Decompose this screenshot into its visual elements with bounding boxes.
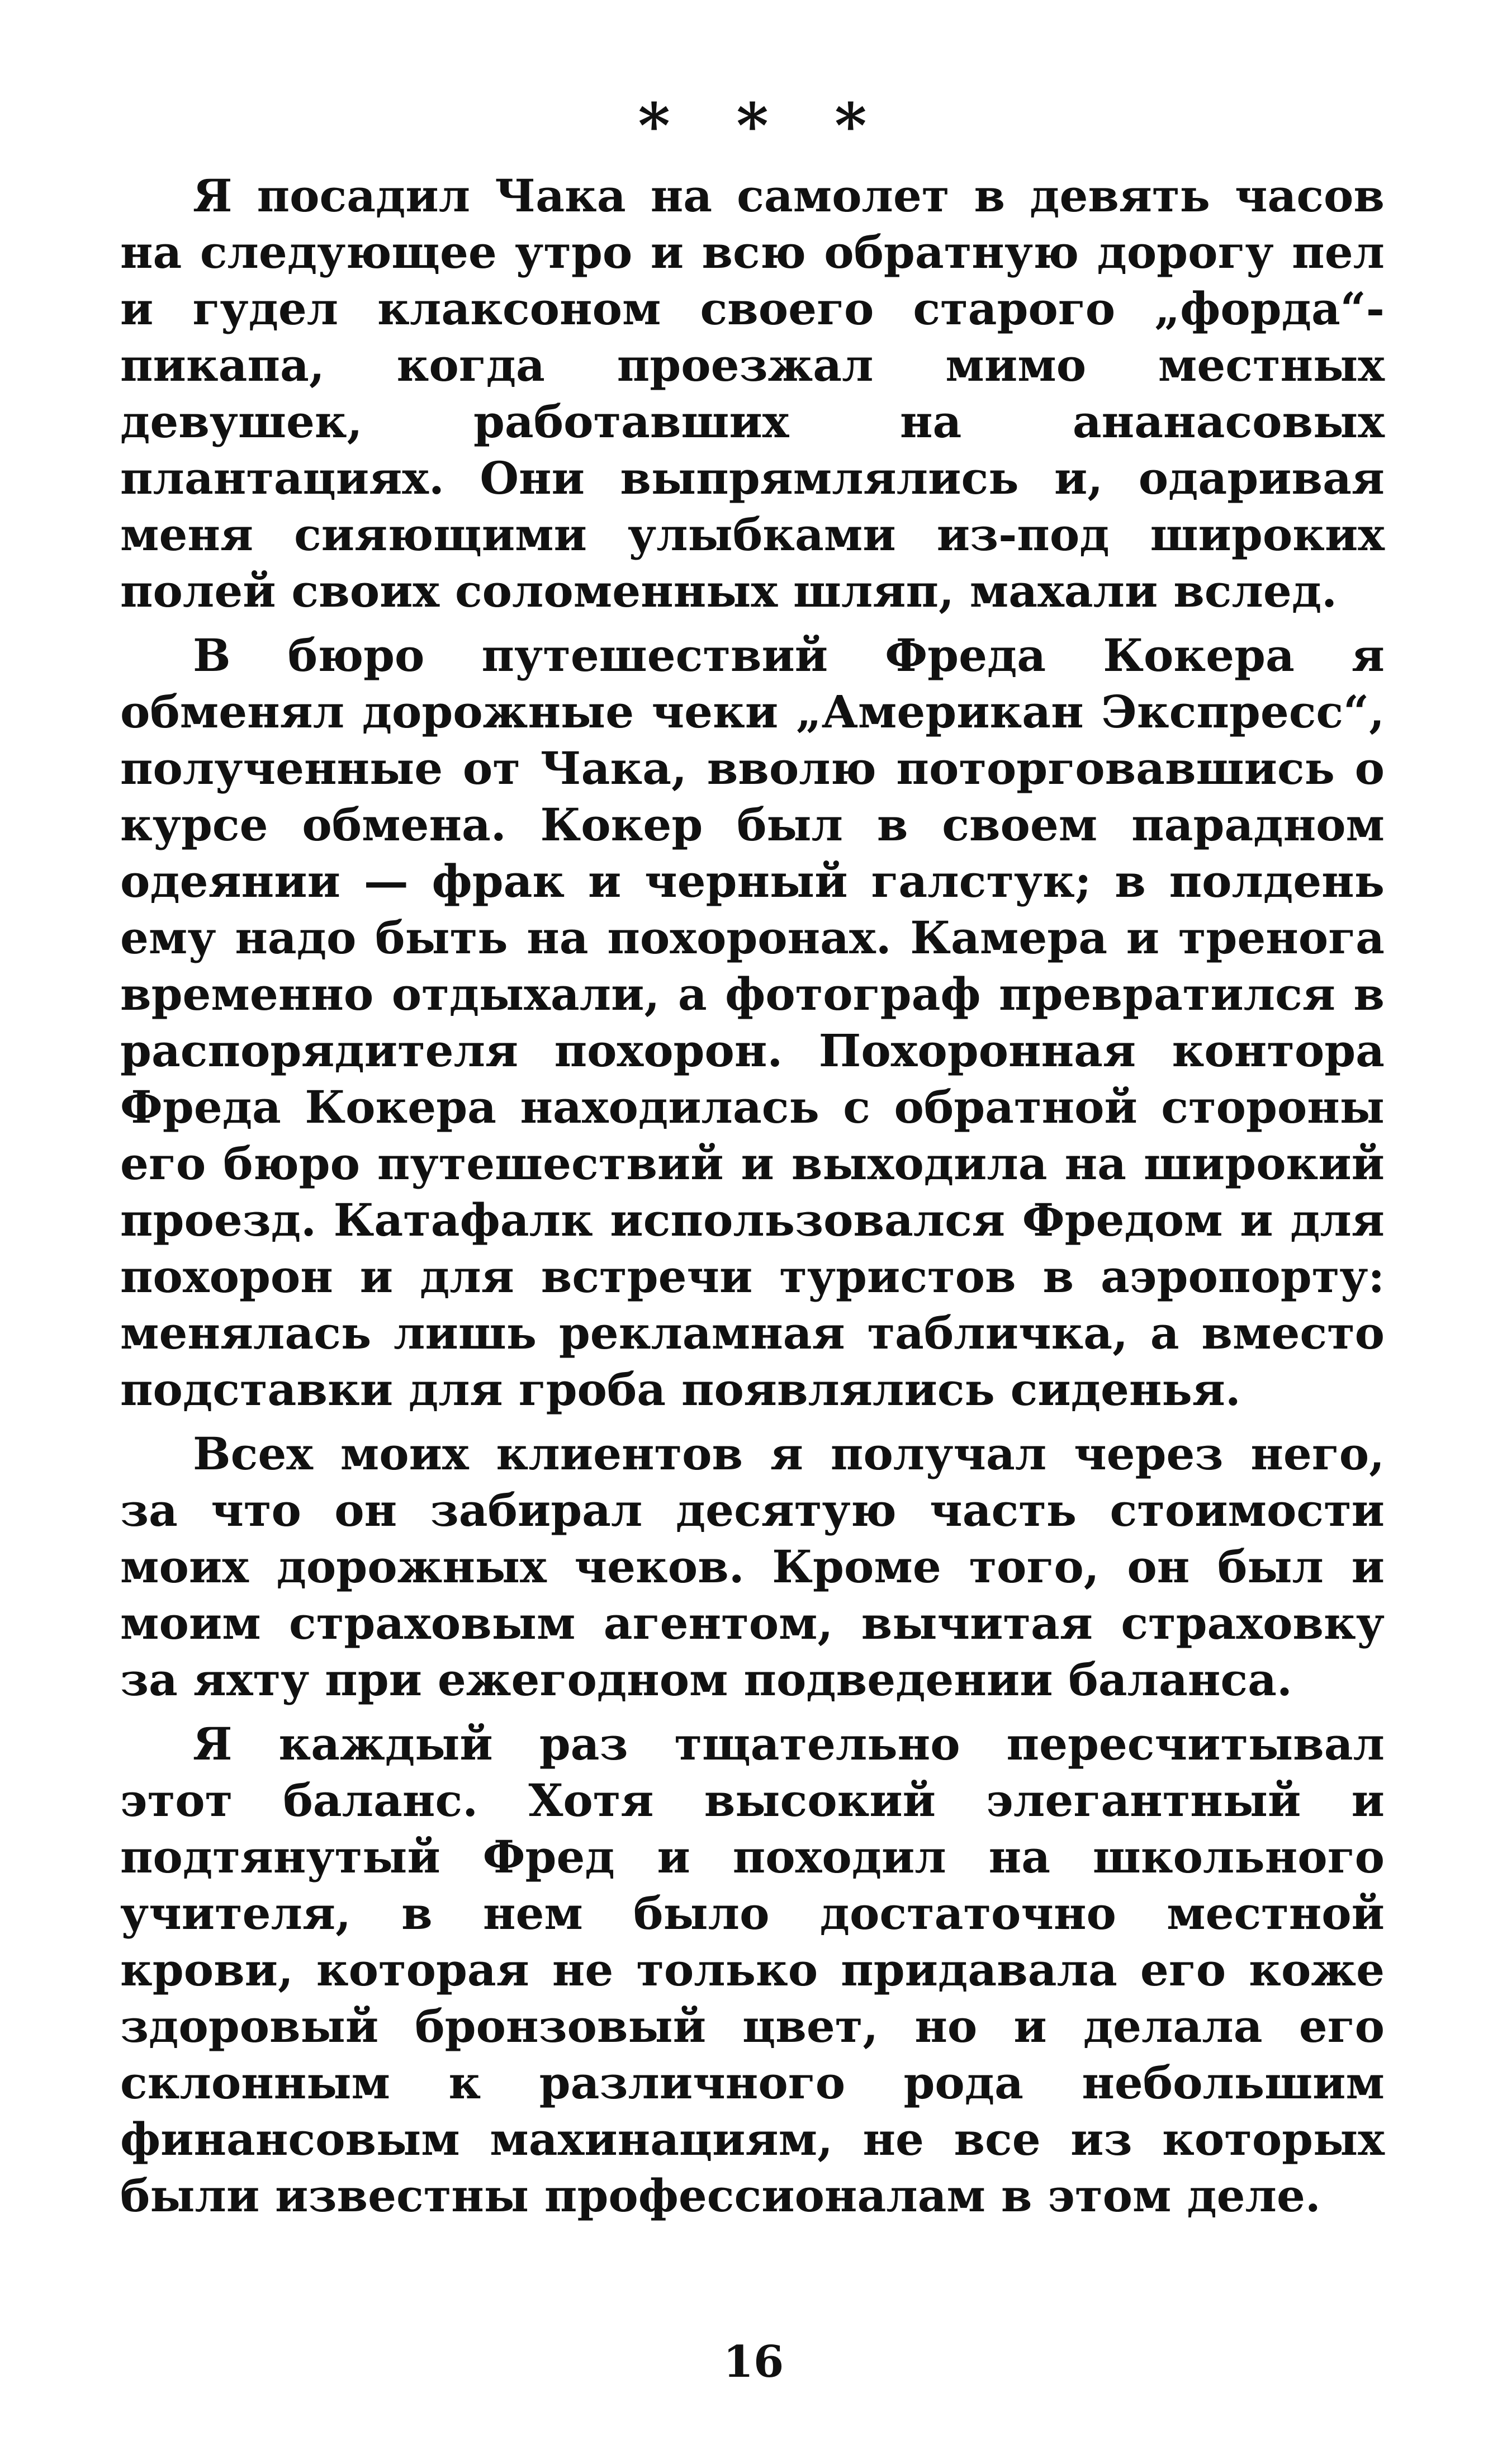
paragraph-1: Я посадил Чака на самолет в девять часов на следующее утро и всю обратную дорогу пел и гудел клаксоном своего старого „форда“-пикапа, когда проезжал мимо местных девушек, работавших на ананасовых плантациях. Они выпрямлялись и, одаривая меня сияющими улыбками из-под широких полей своих соломенных шляп, махали вслед. bbox=[120, 169, 1385, 617]
paragraph-3: Всех моих клиентов я получал через него, за что он забирал десятую часть стоимости моих дорожных чеков. Кроме того, он был и моим страховым агентом, вычитая страховку за яхту при ежегодном подведении баланса. bbox=[120, 1427, 1385, 1706]
page-number: 16 bbox=[723, 2337, 784, 2387]
page-body bbox=[120, 89, 1385, 2232]
section-separator: * * * bbox=[638, 89, 889, 162]
paragraph-4: Я каждый раз тщательно пересчитывал этот баланс. Хотя высокий элегантный и подтянутый Фред и походил на школьного учителя, в нем было достаточно местной крови, которая не только придавала его коже здоровый бронзовый цвет, но и делала его склонным к различного рода небольшим финансовым махинациям, не все из которых были известны профессионалам в этом деле. bbox=[120, 1718, 1385, 2222]
paragraph-2: В бюро путешествий Фреда Кокера я обменял дорожные чеки „Американ Экспресс“, полученные от Чака, вволю поторговавшись о курсе обмена. Кокер был в своем парадном одеянии — фрак и черный галстук; в полдень ему надо быть на похоронах. Камера и тренога временно отдыхали, а фотограф превратился в распорядителя похорон. Похоронная контора Фреда Кокера находилась с обратной стороны его бюро путешествий и выходила на широкий проезд. Катафалк использовался Фредом и для похорон и для встречи туристов в аэропорту: менялась лишь рекламная табличка, а вместо подставки для гроба появлялись сиденья. bbox=[120, 629, 1385, 1416]
